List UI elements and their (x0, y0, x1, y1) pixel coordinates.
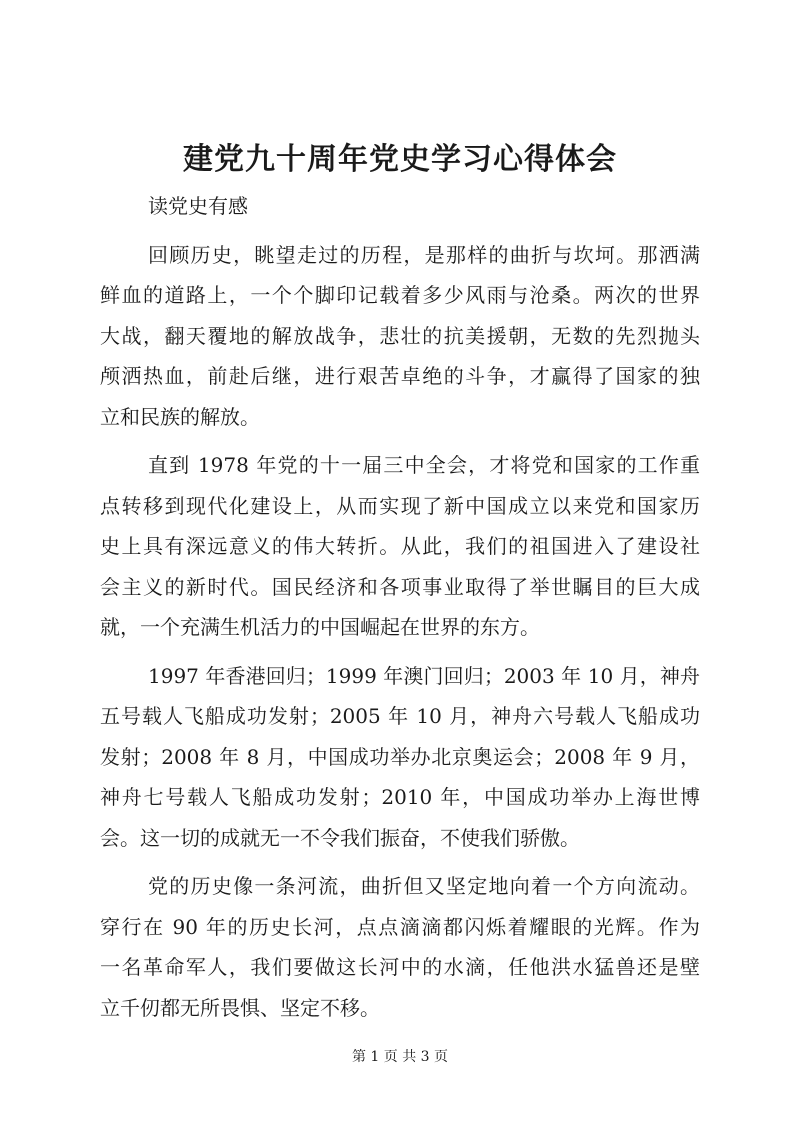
text-line: 大战，翻天覆地的解放战争，悲壮的抗美援朝，无数的先烈抛头 (100, 323, 700, 348)
text-line: 直到 1978 年党的十一届三中全会，才将党和国家的工作重 (148, 453, 700, 477)
text-line: 点转移到现代化建设上，从而实现了新中国成立以来党和国家历 (100, 493, 700, 518)
paragraph (100, 445, 700, 648)
text-line: 颅洒热血，前赴后继，进行艰苦卓绝的斗争，才赢得了国家的独 (100, 364, 700, 388)
text-line: 回顾历史，眺望走过的历程，是那样的曲折与坎坷。那洒满 (148, 242, 700, 267)
paragraph (100, 235, 700, 438)
text-line: 史上具有深远意义的伟大转折。从此，我们的祖国进入了建设社 (100, 534, 700, 558)
text-line: 会主义的新时代。国民经济和各项事业取得了举世瞩目的巨大成 (100, 574, 700, 599)
text-line: 会。这一切的成就无一不令我们振奋，不使我们骄傲。 (100, 825, 580, 850)
text-line: 立千仞都无所畏惧、坚定不移。 (100, 995, 380, 1020)
paragraph (100, 656, 700, 859)
text-line: 五号载人飞船成功发射；2005 年 10 月，神舟六号载人飞船成功 (100, 704, 700, 728)
text-line: 立和民族的解放。 (100, 404, 260, 429)
text-line: 鲜血的道路上，一个个脚印记载着多少风雨与沧桑。两次的世界 (100, 283, 700, 307)
document-title: 建党九十周年党史学习心得体会 (183, 142, 617, 177)
text-line: 就，一个充满生机活力的中国崛起在世界的东方。 (100, 615, 540, 639)
paragraph (100, 866, 700, 1028)
paragraph (100, 186, 700, 227)
text-line: 读党史有感 (148, 194, 248, 218)
document-body (100, 186, 700, 1028)
text-line: 一名革命军人，我们要做这长河中的水滴，任他洪水猛兽还是壁 (100, 955, 700, 979)
text-line: 神舟七号载人飞船成功发射；2010 年，中国成功举办上海世博 (100, 785, 700, 809)
page-footer: 第 1 页 共 3 页 (351, 1049, 449, 1065)
text-line: 发射；2008 年 8 月，中国成功举办北京奥运会；2008 年 9 月， (100, 744, 700, 769)
text-line: 1997 年香港回归；1999 年澳门回归；2003 年 10 月，神舟 (148, 663, 700, 688)
text-line: 党的历史像一条河流，曲折但又坚定地向着一个方向流动。 (148, 874, 700, 898)
text-line: 穿行在 90 年的历史长河，点点滴滴都闪烁着耀眼的光辉。作为 (100, 914, 700, 939)
